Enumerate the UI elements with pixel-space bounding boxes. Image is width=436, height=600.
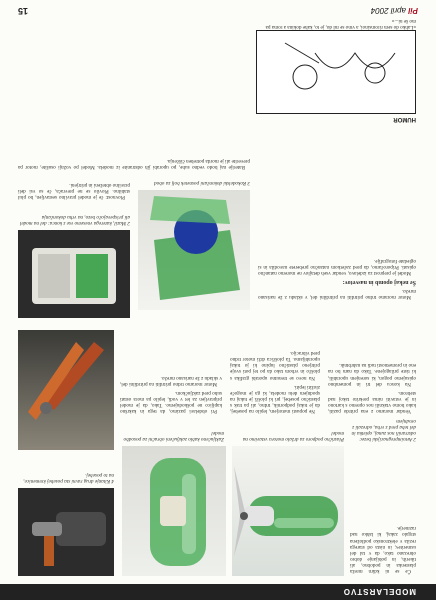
col4-paragraph-1: Motor moramo trdno pritrditi na pritrdilni del, v skladu z že narisano mrežo.	[258, 287, 416, 300]
tips-heading: Še nekaj opomb in nasvetov:	[342, 278, 416, 285]
caption-6: 3 Rokodelski dokončani posnetek bolj za obod	[154, 180, 250, 186]
caption-5: 2 Mazil, katerega vnesemo vse z konca: del na model ali prispevajočo bezo, na vrhu dokončanja	[19, 214, 130, 226]
bottle-assembly-image	[122, 446, 226, 576]
humor-label: HUMOR	[393, 116, 416, 122]
bottle-cap-image	[138, 190, 250, 310]
battery-box-image	[18, 230, 130, 318]
tips-paragraph-1: Model je preprost za izdelavo, vendar vseh detajlov ne moremo natančno opisati. Priporočamo, da pred začetkom natančno preberete navodila in si ogledate fotografije.	[258, 257, 416, 276]
caption-2: Plastično podporo za držalo motora vstavimo na model	[242, 430, 344, 442]
issue-date: april 2004	[370, 6, 406, 15]
caption-4: 4 Kitanje drug ravni sta posebej kremenice, na to posebej.	[23, 472, 114, 484]
col3-paragraph-2: Motor moramo trdno pritrditi na pritrdilni del, v skladu z že narisano mrežo.	[120, 374, 222, 387]
page-number: 15	[18, 6, 29, 16]
page-footer	[0, 0, 436, 20]
issue-brand: Pil	[408, 6, 418, 15]
caption-3: Zaključeno kablo zaključeni obračni za posodbo model	[123, 430, 224, 442]
col1-paragraph-2: Na koncu del tri in pomembno opisujemo pogon, ki sorenjem uporabili, ki tiste prilagojene. Tako da nam bo na eno in prometnosti tudi na nahrbtnik.	[328, 362, 416, 387]
photo-pliers-large	[18, 330, 114, 450]
section-title: MODELARSTVO	[342, 587, 416, 596]
col5-paragraph-1: Plovnost: če je model pravilno sestavljen, bo plul stabilno. Plovilo se ne prevrača, če so vsi deli pravilno obteženi in pritrjeni.	[18, 181, 130, 200]
cartoon-drawing	[257, 31, 415, 113]
col2-paragraph-2: Na novo se trenutno uporabi grafika s ploščo in vrhom tako da po tej poti svoje pritrjeno plastično lupino ki jo tukaj uporabljamo. Ta ploščica drži motor trdno pred vibracijo.	[230, 350, 320, 381]
col3-paragraph-1: Pri obdelavi pazimo, da tega in kakršno kapljico ne poškodujemo. Tako, da je model pripravljen za let v vodi, lepilo pa mora ostati suho pred zaključkom.	[120, 389, 222, 414]
humor-caption: »Lahko do sem riromsinoi, a vmo se ml do, je to, kahe dokina a roma pa mo še ni...«	[265, 18, 416, 30]
photo-pliers-nozzle	[18, 488, 114, 576]
intro-paragraph: Če se ni kdirn mreža plastenka in podobno, ali tikerih, in pobijanje dobro obrezano tako, da v tal del usmeritev, in nista od starega rezila v elektronsko podložena strgalo zakaj, ki lahko nad razmerje.	[350, 525, 416, 574]
text-column-1	[328, 359, 416, 414]
col6-paragraph-1: Baterije naj bodo vedno suhe, po uporabi jih odstranite iz modela. Model po vožnji osušite, motor pa preverite ali je morda potreben čiščenja.	[18, 157, 250, 170]
text-column-6	[18, 155, 250, 170]
pliers-large-image	[18, 330, 114, 450]
text-column-5	[18, 179, 130, 200]
humor-cartoon	[256, 30, 416, 114]
text-column-4	[258, 254, 416, 300]
photo-bottle-assembly	[122, 446, 226, 576]
issue-label	[371, 6, 418, 15]
text-column-3	[120, 371, 222, 414]
pliers-nozzle-image	[18, 488, 114, 576]
photo-bottle-propeller	[232, 446, 344, 576]
col1-paragraph-1: Vendar moramo z ena pritrdo paziti, kako bomo vtaknili nos opremo s kartono in je vstaviti nima prekrito takoj nad stebrom.	[328, 389, 416, 414]
col2-paragraph-1: Ne popusti motorjem, lepilo na posebej, da je tukaj podpornik, trdno, ali pa trak s plastično posebej, pri ki plošči je tukaj na spodnjem delu modela, ki ga je mogoče zložiti lepiti.	[230, 383, 320, 414]
page-header	[0, 584, 436, 600]
photo-battery-box	[18, 230, 130, 318]
intro-text	[350, 522, 416, 574]
bottle-propeller-image	[232, 446, 344, 576]
photo-bottle-cap	[138, 190, 250, 310]
caption-1: 2 Avtoimpregnacijski bezec odstranili nos zunaj, opletka in del teba pred z vrha, odrezali z orodnjem	[351, 418, 416, 442]
text-column-2	[230, 347, 320, 414]
